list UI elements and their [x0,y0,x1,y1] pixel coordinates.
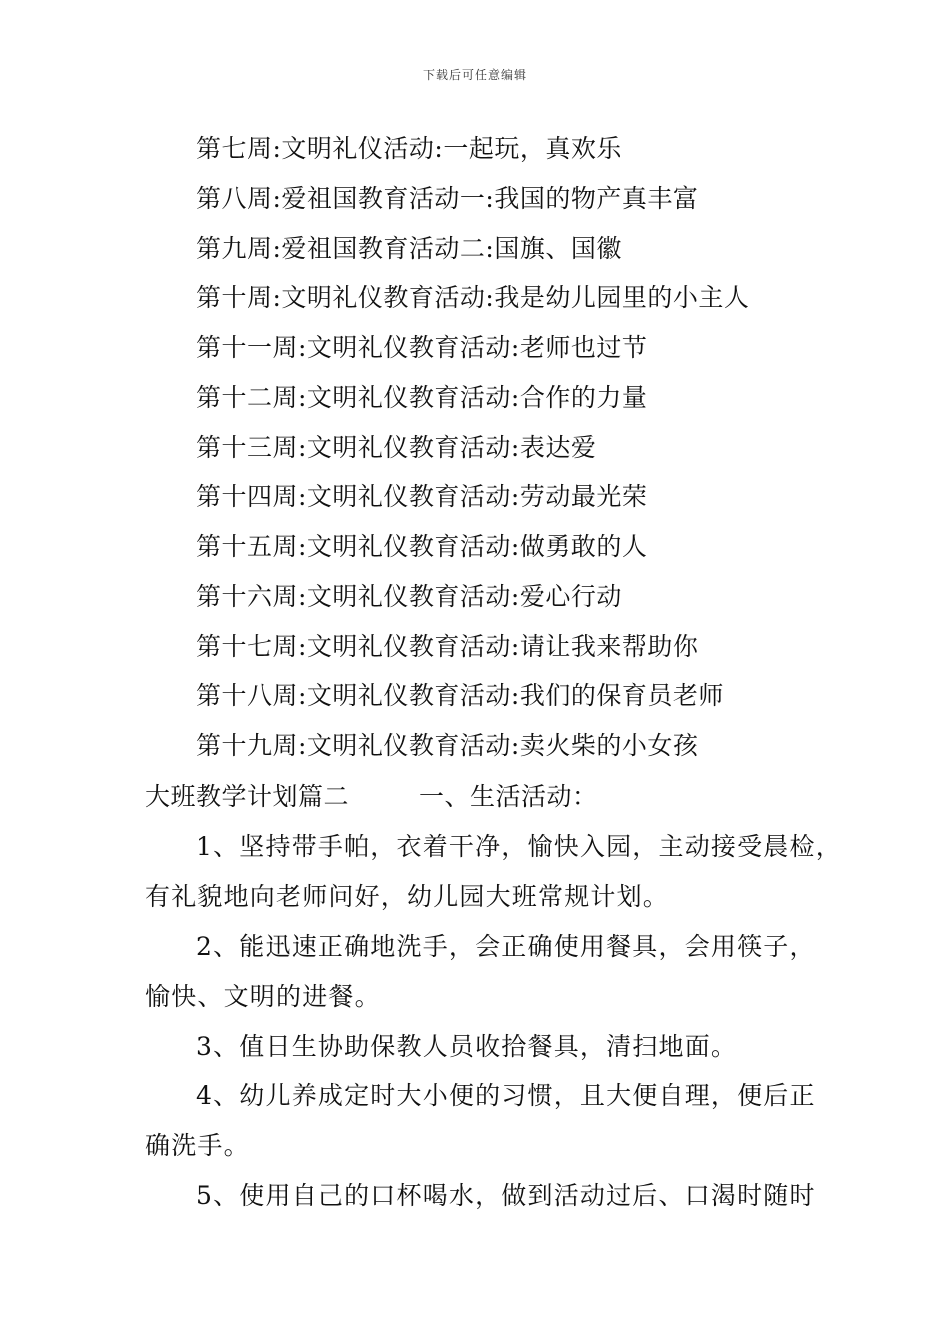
paragraph-line: 1、坚持带手帕，衣着干净，愉快入园，主动接受晨检， [196,832,842,861]
week-item: 第十六周:文明礼仪教育活动:爱心行动 [196,582,622,611]
paragraph-line: 确洗手。 [145,1131,250,1160]
paragraph-line: 3、值日生协助保教人员收拾餐具，清扫地面。 [196,1032,738,1061]
week-item: 第十一周:文明礼仪教育活动:老师也过节 [196,333,648,362]
week-item: 第十七周:文明礼仪教育活动:请让我来帮助你 [196,632,699,661]
week-item: 第十周:文明礼仪教育活动:我是幼儿园里的小主人 [196,283,750,312]
week-item: 第十八周:文明礼仪教育活动:我们的保育员老师 [196,681,724,710]
paragraph-line: 有礼貌地向老师问好，幼儿园大班常规计划。 [145,882,670,911]
week-item: 第九周:爱祖国教育活动二:国旗、国徽 [196,234,622,263]
section-subtitle: 一、生活活动： [419,782,598,811]
paragraph-line: 2、能迅速正确地洗手，会正确使用餐具，会用筷子， [196,932,816,961]
paragraph-line: 5、使用自己的口杯喝水，做到活动过后、口渴时随时 [196,1181,816,1210]
week-item: 第七周:文明礼仪活动:一起玩，真欢乐 [196,134,622,163]
paragraph-line: 愉快、文明的进餐。 [145,982,381,1011]
header-note: 下载后可任意编辑 [422,68,527,82]
section-title: 大班教学计划篇二 [145,782,350,811]
week-item: 第十九周:文明礼仪教育活动:卖火柴的小女孩 [196,731,699,760]
week-item: 第十二周:文明礼仪教育活动:合作的力量 [196,383,648,412]
week-item: 第十三周:文明礼仪教育活动:表达爱 [196,433,597,462]
week-item: 第十五周:文明礼仪教育活动:做勇敢的人 [196,532,648,561]
week-item: 第十四周:文明礼仪教育活动:劳动最光荣 [196,482,648,511]
paragraph-line: 4、幼儿养成定时大小便的习惯，且大便自理，便后正 [196,1081,816,1110]
week-item: 第八周:爱祖国教育活动一:我国的物产真丰富 [196,184,699,213]
section-heading [145,780,598,814]
